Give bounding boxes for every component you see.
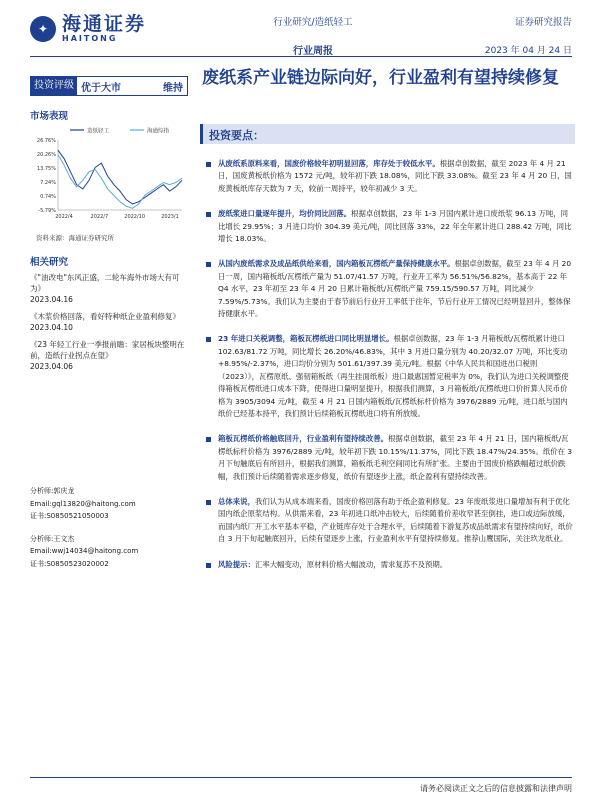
key-points-header <box>200 124 575 144</box>
report-type: 行业周报 <box>293 46 333 57</box>
rating-value: 优于大市 <box>81 82 121 94</box>
y-tick-label: 20.26% <box>36 152 56 158</box>
related-item-date: 2023.04.06 <box>30 362 73 371</box>
related-item-title: 《"油改电"东风正盛，二轮车海外市场大有可为》 <box>30 273 180 293</box>
y-tick-label: 13.75% <box>36 166 56 172</box>
key-point <box>204 433 574 483</box>
analyst-name: 分析师:郭庆龙 <box>30 487 75 495</box>
logo-en: HAITONG <box>62 34 118 43</box>
header-divider <box>30 56 572 57</box>
analyst <box>30 533 190 571</box>
y-tick-label: 26.76% <box>36 138 56 144</box>
key-point-head: 风险提示： <box>218 559 255 569</box>
rating-label: 投资评级 <box>31 77 77 95</box>
analyst <box>30 485 190 523</box>
rating-action: 维持 <box>163 82 183 94</box>
key-point-body: 根据卓创数据，23 年 1-3 月箱板纸/瓦楞纸累计进口 102.63/81.72 万吨，同比增长 26.20%/46.83%，其中 3 月进口量分别为 40.20/32.07 万吨，环比变动+8.95%/-2.37%，进口均价分别为 501.61/397.39 美元/吨。根据《中华人民共和国进出口税则（2023）》，瓦楞原纸、强韧箱板纸（再生挂面纸板）进口最惠国暂定税率为 0%，我们认为进口关税调整使得箱板瓦楞纸进口成本下降，使得进口量明显提升，根据我们测算，3 月箱板纸/瓦楞纸进口价折算人民币价格为 3905/3094 元/吨，截至 4 月 21 日国内箱板纸/瓦楞纸标杆价格为 3976/2889 元/吨，进口纸与国内纸价已经基本持平，我们预计后续箱板瓦楞纸进口将有所放缓。 <box>218 334 569 418</box>
analyst-cert: 证书:S0850523020002 <box>30 559 109 568</box>
key-point-head: 箱板瓦楞纸价格触底回升，行业盈利有望持续改善。 <box>218 434 388 444</box>
market-section-title: 市场表现 <box>30 111 69 122</box>
y-tick-label: 0.74% <box>40 194 56 200</box>
investment-rating <box>30 76 188 96</box>
footer-divider <box>30 777 572 778</box>
chart-source: 资料来源：海通证券研究所 <box>36 234 114 242</box>
analyst-cert: 证书:S0850521050003 <box>30 512 109 520</box>
key-point <box>204 333 574 420</box>
key-point <box>204 208 574 245</box>
key-point-head: 废纸浆进口量逐年提升，均价同比回落。 <box>218 209 352 219</box>
report-category: 行业研究/造纸轻工 <box>273 17 353 28</box>
related-item[interactable] <box>30 272 190 305</box>
y-tick-label: 7.24% <box>40 180 56 186</box>
logo-cn: 海通证券 <box>62 13 147 35</box>
key-point-body: 根据卓创数据，截至 23 年 4 月 21 日，国内箱板纸/瓦楞纸标杆价格为 3976/2889 元/吨，较年初下跌 10.15%/11.37%，同比下跌 18.47%/24.35%。纸价在 3 月下旬触底后有所回升，根据我们测算，箱板纸毛利空间同比有所扩张。主要由于国废价格跌幅超过纸价跌幅，我们预计后续随着需求逐步修复，纸价有望逐步上涨，纸企盈利有望持续改善。 <box>218 434 573 481</box>
key-point-head: 23 年进口关税调整，箱板瓦楞纸进口同比明显增长。 <box>218 334 394 344</box>
key-point <box>204 258 574 320</box>
report-title: 废纸系产业链边际向好，行业盈利有望持续修复 <box>202 68 559 88</box>
series-line <box>58 155 182 209</box>
key-points-list <box>204 158 574 584</box>
key-point-body: 汇率大幅变动，原材料价格大幅波动，需求复苏不及预期。 <box>254 559 448 569</box>
disclaimer-footer: 请务必阅读正文之后的信息披露和法律声明 <box>420 784 572 793</box>
key-point-head: 从废纸系原料来看，国废价格较年初明显回落，库存处于较低水平。 <box>218 159 440 168</box>
key-point <box>204 496 574 546</box>
x-tick-label: 2022/7 <box>90 214 109 220</box>
related-item-date: 2023.04.10 <box>30 323 73 332</box>
related-item-title: 《木浆价格回落，看好特种纸企业盈利修复》 <box>30 312 180 321</box>
market-performance-chart <box>30 122 186 222</box>
key-points-title: 投资要点： <box>209 129 264 142</box>
related-item[interactable] <box>30 339 190 372</box>
x-tick-label: 2022/10 <box>124 214 146 220</box>
y-tick-label: -5.79% <box>38 208 56 214</box>
analyst-email[interactable]: Email:gql13820@haitong.com <box>30 499 136 508</box>
haitong-logo-icon: ✦ <box>30 16 56 42</box>
analyst-list <box>30 485 190 580</box>
report-date: 2023 年 04 月 24 日 <box>484 46 572 56</box>
related-title: 相关研究 <box>30 257 69 268</box>
key-point-body: 我们认为从成本端来看，国废价格回落有助于纸企盈利修复。23 年废纸浆进口量增加有利于优化国内纸企原浆结构。从供需来看，23 年初进口纸冲击较大，后续随着价差收窄甚至倒挂，进口或边际放缓，而国内纸厂开工水平基本平稳，产业链库存处于合理水平，后续随着下游复苏成品纸需求有望持续向好，纸价自 3 月下旬起触底回升，后续有望逐步上涨，行业盈利水平有望持续修复。推荐山鹰国际，关注玖龙纸业。 <box>218 496 573 544</box>
key-point-head: 从国内废纸需求及成品纸供给来看，国内箱板瓦楞纸产量保持健康水平。 <box>218 259 455 269</box>
legend-label: 造纸轻工 <box>87 128 110 135</box>
key-point-body: 根据卓创数据，截至 2023 年 4 月 21 日，国废黄板纸价格为 1572 元/吨，较年初下跌 18.08%，同比下跌 33.08%。截至 23 年 4 月 20 日，国废黄板纸库存天数为 7 天，较前一周持平，较年初减少 3 天。 <box>218 159 572 193</box>
related-research <box>30 254 190 378</box>
company-logo <box>30 14 146 43</box>
key-point <box>204 559 574 571</box>
key-point-body: 根据卓创数据，23 年 1-3 月国内累计进口废纸浆 96.13 万吨，同比增长 29.95%；3 月进口均价 304.39 美元/吨，同比回落 33%，22 年全年累计进口 288.42 万吨，同比增长 18.03%。 <box>218 209 572 244</box>
key-point-head: 总体来说， <box>218 496 255 506</box>
key-point <box>204 158 574 195</box>
related-item-date: 2023.04.16 <box>30 295 73 304</box>
x-tick-label: 2022/4 <box>55 214 73 220</box>
x-tick-label: 2023/1 <box>161 214 179 220</box>
legend-label: 海通综指 <box>147 128 170 135</box>
key-point-body: 根据卓创数据，截至 23 年 4 月 20 日一周，国内箱板纸/瓦楞纸产量为 51.07/41.57 万吨，行业开工率为 56.51%/56.82%，基本高于 22 年 Q4 水平，23 年初至 23 年 4 月 20 日累计箱板纸/瓦楞纸产量 759.15/590.57 万吨，同比减少 7.59%/5.73%。我们认为主要由于春节前后行业开工率低于往年，节后行业开工情况已经明显回升，整体保持健康水平。 <box>218 259 572 319</box>
related-item-title: 《23 年轻工行业一季报前瞻：家居板块整明在前，造纸行业拐点在望》 <box>30 340 185 360</box>
related-item[interactable] <box>30 311 190 333</box>
analyst-email[interactable]: Email:wwj14034@haitong.com <box>30 547 139 555</box>
report-label: 证券研究报告 <box>514 17 572 28</box>
series-line <box>58 150 182 204</box>
analyst-name: 分析师:王文杰 <box>30 534 75 543</box>
